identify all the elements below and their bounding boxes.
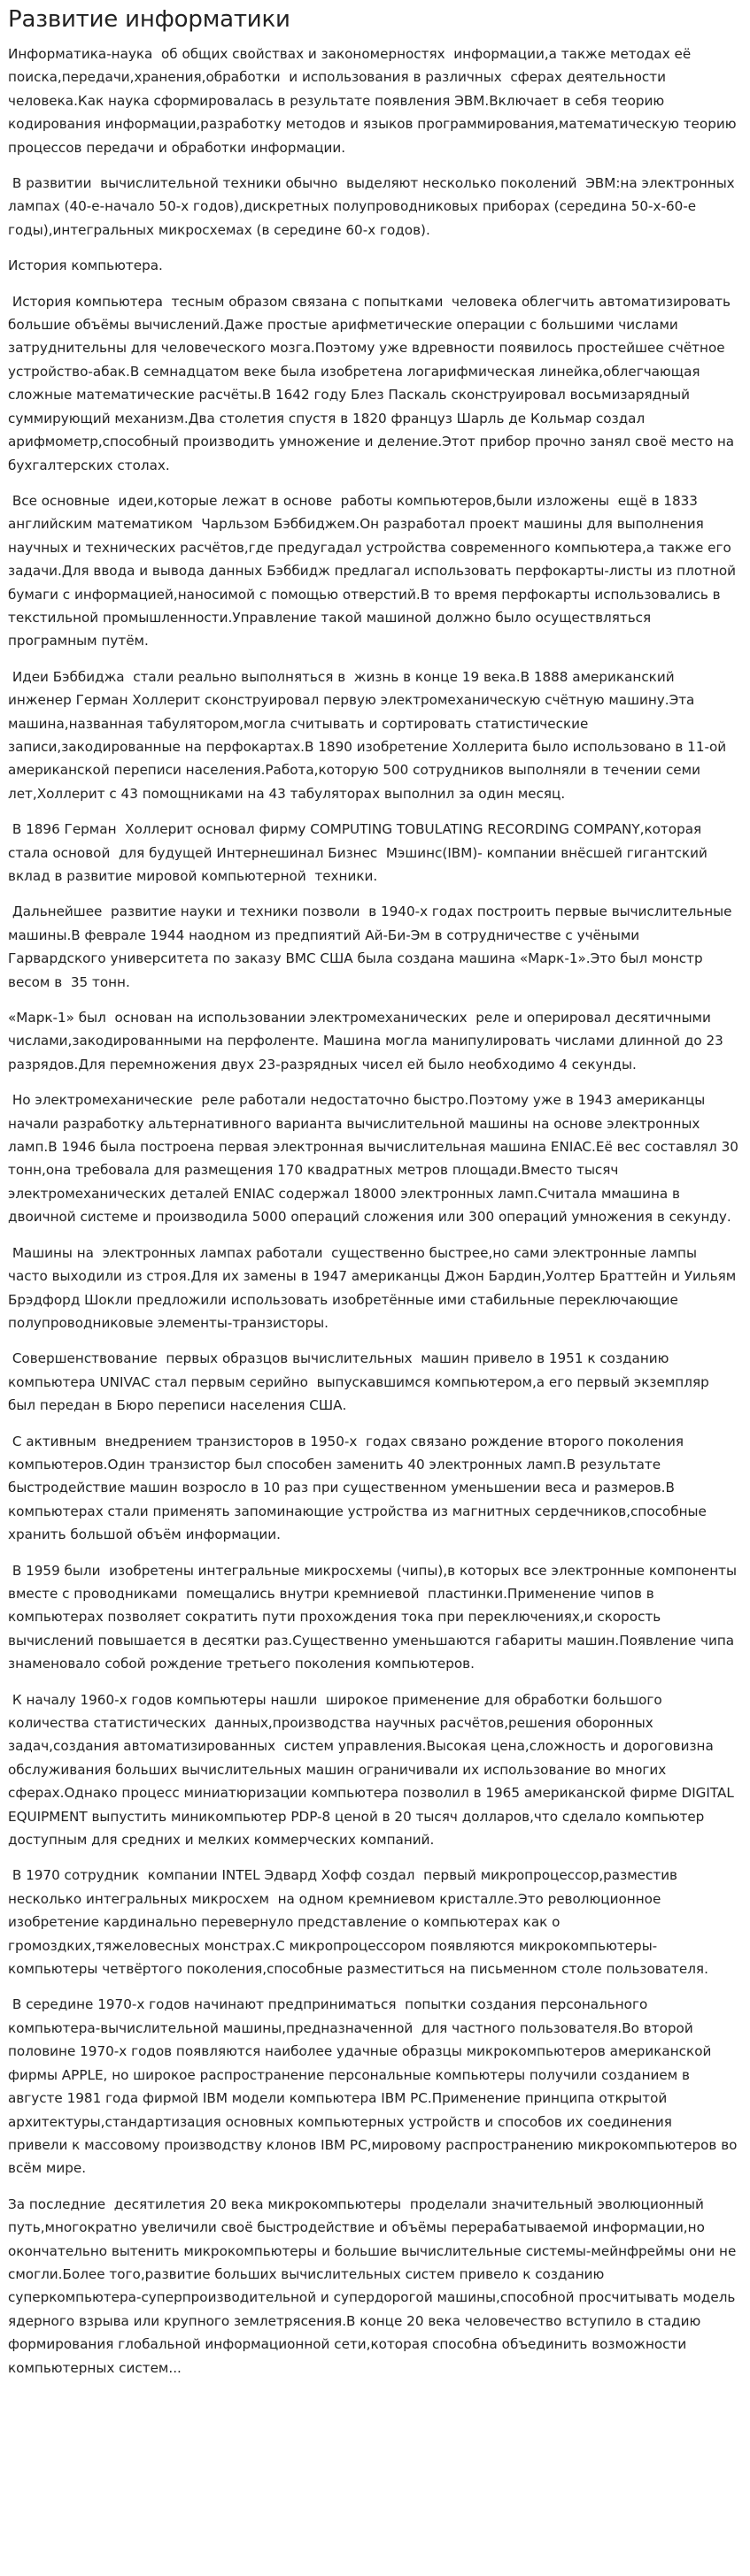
paragraph-microprocessor: В 1970 сотрудник компании INTEL Эдвард Хофф создал первый микропроцессор,разместив несколько интегральных микросхем на одном кремниевом кристалле.Это революционное изобретение кардинально перевернуло представление о компьютерах как о громоздких,тяжеловесных монстрах.С микропроцессором появляются микрокомпьютеры-компьютеры четвёртого поколения,способные разместиться на письменном столе пользователя. (8, 1867, 708, 1978)
paragraph-late-20th-century: За последние десятилетия 20 века микрокомпьютеры проделали значительный эволюционный путь,многократно увеличили своё быстродействие и объёмы перерабатываемой информации,но окончательно вытенить микрокомпьютеры и большие вычислительные системы-мейнфреймы они не смогли.Более того,развитие больших вычислительных систем привело к созданию суперкомпьютера-суперпроизводительной и супердорогой машины,способной просчитывать модель ядерного взрыва или крупного землетрясения.В конце 20 века человечество вступило в стадию формирования глобальной информационной сети,которая способна объединить возможности компьютерных систем... (8, 2195, 741, 2376)
paragraph-section-heading: История компьютера. (8, 258, 163, 274)
paragraph-eniac: Но электромеханические реле работали недостаточно быстро.Поэтому уже в 1943 американцы начали разработку альтернативного варианта вычислительной машины на основе электронных ламп.В 1946 была построена первая электронная вычислительная машина ENIAC.Её вес составлял 30 тонн,она требовала для размещения 170 квадратных метров площади.Вместо тысяч электромеханических деталей ENIAC содержал 18000 электронных ламп.Считала ммашина в двоичной системе и производила 5000 операций сложения или 300 операций умножения в секунду. (8, 1092, 743, 1226)
paragraph-integrated-circuits: В 1959 были изобретены интегральные микросхемы (чипы),в которых все электронные компоненты вместе с проводниками помещались внутри кремниевой пластинки.Применение чипов в компьютерах позволяет сократить пути прохождения тока при переключениях,и скорость вычислений повышается в десятки раз.Существенно уменьшаются габариты машин.Появление чипа знаменовало собой рождение третьего поколения компьютеров. (8, 1562, 741, 1672)
paragraph-personal-computers: В середине 1970-х годов начинают предприниматься попытки создания персонального компьютера-вычислительной машины,предназначенной для частного пользователя.Во второй половине 1970-х годов появляются наиболее удачные образцы микрокомпьютеров американской фирмы APPLE, но широкое распространение персональные компьютеры получили созданием в августе 1981 года фирмой IBM модели компьютера IBM PC.Применение принципа открытой архитектуры,стандартизация основных компьютерных устройств и способов их соединения привели к массовому производству клонов IBM PC,мировому распространению микрокомпьютеров во всём мире. (8, 1996, 742, 2177)
paragraph-definition: Информатика-наука об общих свойствах и закономерностях информации,а также методах её поиска,передачи,хранения,обработки и использования в различных сферах деятельности человека.Как наука сформировалась в результате появления ЭВМ.Включает в себя теорию кодирования информации,разработку методов и языков программирования,математическую теорию процессов передачи и обработки информации. (8, 46, 741, 156)
paragraph-minicomputers: К началу 1960-х годов компьютеры нашли широкое применение для обработки большого количества статистических данных,производства научных расчётов,решения оборонных задач,создания автоматизированных систем управления.Высокая цена,сложность и дороговизна обслуживания больших вычислительных машин ограничивали их использование во многих сферах.Однако процесс миниатюризации компьютера позволил в 1965 американской фирме DIGITAL EQUIPMENT выпустить миникомпьютер PDP-8 ценой в 20 тысяч долларов,что сделало компьютер доступным для средних и мелких коммерческих компаний. (8, 1691, 738, 1849)
paragraph-babbage: Все основные идеи,которые лежат в основе работы компьютеров,были изложены ещё в 1833 английским математиком Чарльзом Бэббиджем.Он разработал проект машины для выполнения научных и технических расчётов,где предугадал устройства современного компьютера,а также его задачи.Для ввода и вывода данных Бэббидж предлагал использовать перфокарты-листы из плотной бумаги с информацией,наносимой с помощью отверстий.В то время перфокарты использовались в текстильной промышленности.Управление такой машиной должно было осуществляться програмным путём. (8, 492, 740, 650)
article-title: Развитие информатики (8, 6, 290, 33)
paragraph-early-history: История компьютера тесным образом связана с попытками человека облегчить автоматизировать большие объёмы вычислений.Даже простые арифметические операции с большими числами затруднительны для человеческого мозга.Поэтому уже вдревности появилось простейшее счётное устройство-абак.В семнадцатом веке была изобретена логарифмическая линейка,облегчающая сложные математические расчёты.В 1642 году Блез Паскаль сконструировал восьмизарядный суммирующий механизм.Два столетия спустя в 1820 француз Шарль де Кольмар создал арифмометр,способный производить умножение и деление.Этот прибор прочно занял своё место на бухгалтерских столах. (8, 293, 739, 473)
paragraph-hollerith: Идеи Бэббиджа стали реально выполняться в жизнь в конце 19 века.В 1888 американский инженер Герман Холлерит сконструировал первую электромеханическую счётную машину.Эта машина,названная табулятором,могла считывать и сортировать статистические записи,закодированные на перфокартах.В 1890 изобретение Холлерита было использовано в 11-ой американской переписи населения.Работа,которую 500 сотрудников выполняли в течении семи лет,Холлерит с 43 помощниками на 43 табуляторах выполнил за один месяц. (8, 668, 731, 802)
paragraph-mark-1-details: «Марк-1» был основан на использовании электромеханических реле и оперировал десятичными числами,закодированными на перфоленте. Машина могла манипулировать числами длинной до 23 разрядов.Для перемножения двух 23-разрядных чисел ей было необходимо 4 секунды. (8, 1010, 728, 1073)
paragraph-second-generation: С активным внедрением транзисторов в 1950-х годах связано рождение второго поколения компьютеров.Один транзистор был способен заменить 40 электронных ламп.В результате быстродействие машин возросло в 10 раз при существенном уменьшении веса и размеров.В компьютерах стали применять запоминающие устройства из магнитных сердечников,способные хранить большой объём информации. (8, 1433, 711, 1543)
paragraph-ibm-founding: В 1896 Герман Холлерит основал фирму COMPUTING TOBULATING RECORDING COMPANY,которая стала основой для будущей Интернешинал Бизнес Мэшинс(IBM)- компании внёсшей гигантский вклад в развитие мировой компьютерной техники. (8, 821, 716, 884)
paragraph-transistors: Машины на электронных лампах работали существенно быстрее,но сами электронные лампы часто выходили из строя.Для их замены в 1947 американцы Джон Бардин,Уолтер Браттейн и Уильям Брэдфорд Шокли предложили использовать изобретённые ими стабильные переключающие полупроводниковые элементы-транзисторы. (8, 1244, 740, 1331)
paragraph-univac: Совершенствование первых образцов вычислительных машин привело в 1951 к созданию компьютера UNIVAC стал первым серийно выпускавшимся компьютером,а его первый экземпляр был передан в Бюро переписи населения США. (8, 1350, 714, 1414)
paragraph-mark-1: Дальнейшее развитие науки и техники позволи в 1940-х годах построить первые вычислительные машины.В феврале 1944 наодном из предпиятий Ай-Би-Эм в сотрудничестве с учёными Гарвардского университета по заказу ВМС США была создана машина «Марк-1».Это был монстр весом в 35 тонн. (8, 904, 737, 990)
paragraph-generations: В развитии вычислительной техники обычно выделяют несколько поколений ЭВМ:на электронных лампах (40-е-начало 50-х годов),дискретных полупроводниковых приборах (середина 50-х-60-е годы),интегральных микросхемах (в середине 60-х годов). (8, 175, 739, 238)
